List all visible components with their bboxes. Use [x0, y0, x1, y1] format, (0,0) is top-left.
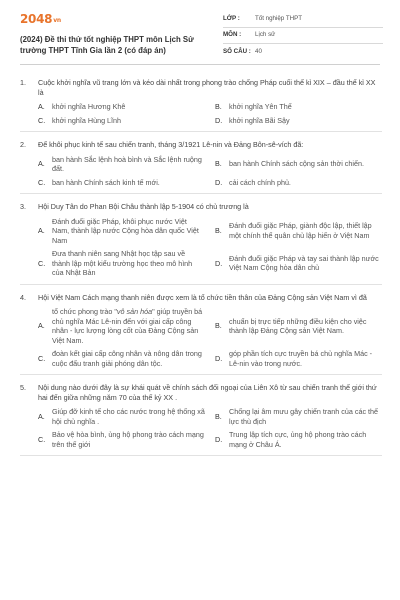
answer-option-d[interactable]: [215, 116, 382, 126]
answer-option-c[interactable]: [38, 178, 205, 188]
meta-row-class: [223, 12, 383, 28]
answer-options: [20, 217, 382, 278]
answer-option-b[interactable]: [215, 307, 382, 345]
answer-option-a[interactable]: [38, 407, 205, 426]
option-text: Đánh đuổi giặc Pháp, khôi phục nước Việt Nam, thành lập nước Cộng hòa dân quốc Việt Nam: [52, 216, 199, 245]
answer-option-c[interactable]: [38, 430, 205, 449]
question-item: [20, 202, 382, 285]
option-key: C.: [38, 353, 46, 363]
option-text: ban hành Sắc lệnh hoà bình và Sắc lệnh ruộng đất.: [52, 154, 202, 173]
meta-label: SỐ CÂU :: [223, 47, 251, 55]
answer-option-a[interactable]: [38, 102, 205, 112]
question-text: Để khôi phục kinh tế sau chiến tranh, tháng 3/1921 Lê-nin và Đảng Bôn-sê-vích đã:: [38, 140, 304, 149]
option-key: B.: [215, 102, 222, 111]
answer-option-c[interactable]: [38, 349, 205, 368]
question-number: 3.: [20, 202, 26, 211]
option-key: D.: [215, 115, 223, 125]
option-text: Bảo vệ hòa bình, ủng hộ phong trào cách mạng trên thế giới: [52, 430, 204, 449]
question-number: 5.: [20, 383, 26, 392]
question-number: 1.: [20, 78, 26, 87]
meta-info-box: [223, 12, 383, 60]
answer-option-b[interactable]: [215, 407, 382, 426]
answer-option-a[interactable]: [38, 217, 205, 246]
option-key: D.: [215, 434, 223, 444]
question-stem: [20, 202, 382, 212]
site-logo[interactable]: [20, 12, 61, 28]
answer-option-d[interactable]: [215, 349, 382, 368]
option-text: góp phần tích cực truyền bá chủ nghĩa Mác - Lê-nin vào trong nước.: [229, 349, 373, 368]
meta-value: Tốt nghiệp THPT: [255, 15, 303, 23]
option-text: ban hành Chính sách cộng sản thời chiến.: [229, 159, 364, 169]
question-number: 4.: [20, 292, 26, 302]
option-key: B.: [215, 321, 222, 331]
answer-option-a[interactable]: [38, 307, 205, 345]
option-key: C.: [38, 115, 46, 125]
header-divider: [20, 64, 380, 65]
question-number: 2.: [20, 140, 26, 149]
answer-option-b[interactable]: [215, 102, 382, 112]
option-text-emphasis: vô sản hóa: [116, 307, 153, 316]
question-stem: [20, 293, 382, 303]
meta-row-question-count: [223, 44, 383, 60]
question-list: [20, 78, 382, 464]
option-key: A.: [38, 159, 45, 169]
answer-options: [20, 155, 382, 188]
option-key: C.: [38, 177, 46, 187]
question-item: [20, 78, 382, 132]
logo-suffix: vn: [53, 17, 61, 24]
meta-label: LỚP :: [223, 15, 240, 23]
option-key: B.: [215, 159, 222, 169]
question-item: [20, 140, 382, 194]
option-text: khởi nghĩa Hương Khê: [52, 102, 126, 111]
option-key: C.: [38, 258, 46, 268]
answer-option-b[interactable]: [215, 155, 382, 174]
option-text: Đưa thanh niên sang Nhật học tập sau về thành lập một kiểu trường học theo mô hình của Nhật Bản: [52, 249, 193, 277]
option-text: Đánh đuổi giặc Pháp và tay sai thành lập nước Việt Nam Cộng hòa dân chủ: [229, 253, 379, 273]
question-item: [20, 383, 382, 456]
option-text-suffix: " giúp truyền bá chủ nghĩa Mác Lê-nin đến với giai cấp công nhân - lực lượng lòng cốt của Đảng Cộng sản Việt Nam.: [52, 307, 203, 345]
answer-option-a[interactable]: [38, 155, 205, 174]
question-text: Cuộc khởi nghĩa vũ trang lớn và kéo dài nhất trong phong trào chống Pháp cuối thế kỉ XIX – đầu thế kỉ XX là: [38, 78, 376, 97]
option-key: D.: [215, 258, 223, 268]
option-key: D.: [215, 177, 223, 187]
answer-options: [20, 102, 382, 125]
option-text: ban hành Chính sách kinh tế mới.: [52, 177, 160, 187]
document-title: (2024) Đề thi thử tốt nghiệp THPT môn Lịch Sử trường THPT Tĩnh Gia lần 2 (có đáp án): [20, 35, 194, 55]
option-key: B.: [215, 226, 222, 235]
option-text: cải cách chính phủ.: [229, 177, 291, 187]
option-text: Chống lại âm mưu gây chiến tranh của các thế lực thù địch: [229, 407, 379, 426]
answer-option-b[interactable]: [215, 217, 382, 246]
option-text: Giúp đỡ kinh tế cho các nước trong hệ thống xã hội chủ nghĩa .: [52, 407, 205, 426]
option-key: B.: [215, 411, 222, 421]
option-key: A.: [38, 321, 45, 331]
question-item: [20, 293, 382, 376]
option-text: đoàn kết giai cấp công nhân và nông dân trong cuộc đấu tranh giải phóng dân tộc.: [52, 349, 202, 368]
answer-option-d[interactable]: [215, 178, 382, 188]
answer-options: [20, 407, 382, 449]
question-text: Nội dung nào dưới đây là sự khái quát về chính sách đối ngoại của Liên Xô từ sau chiến tranh thế giới thứ hai đến giữa những năm 70 của thế kỷ XX .: [38, 383, 377, 402]
question-stem: [20, 78, 382, 97]
option-text: khởi nghĩa Yên Thế: [229, 102, 292, 111]
question-text: Hội Duy Tân do Phan Bội Châu thành lập 5-1904 có chủ trương là: [38, 202, 249, 211]
option-text: Đánh đuổi giặc Pháp, giành độc lập, thiết lập một chính thể quân chủ lập hiến ở Việt Nam: [229, 221, 372, 240]
option-text: [52, 307, 205, 345]
option-key: A.: [38, 102, 45, 111]
option-text-prefix: tổ chức phong trào ": [52, 307, 117, 316]
answer-option-d[interactable]: [215, 249, 382, 278]
answer-option-c[interactable]: [38, 249, 205, 278]
meta-label: MÔN :: [223, 31, 242, 39]
question-stem: [20, 383, 382, 402]
option-text: khởi nghĩa Bãi Sậy: [229, 115, 290, 125]
question-text: Hội Việt Nam Cách mạng thanh niên được xem là tổ chức tiền thân của Đảng Cộng sản Việt Nam vì đã: [38, 292, 367, 302]
option-key: A.: [38, 411, 45, 421]
meta-value: Lịch sử: [255, 31, 276, 39]
option-key: D.: [215, 353, 223, 363]
option-key: A.: [38, 226, 45, 235]
option-text: chuẩn bị trực tiếp những điều kiện cho việc thành lập Đảng Cộng sản Việt Nam.: [229, 316, 367, 335]
question-stem: [20, 140, 382, 150]
answer-option-c[interactable]: [38, 116, 205, 126]
meta-value: 40: [255, 47, 262, 55]
answer-options: [20, 307, 382, 368]
logo-brand: 2048: [20, 12, 53, 26]
option-key: C.: [38, 434, 46, 444]
option-text: khởi nghĩa Hùng Lĩnh: [52, 115, 122, 125]
option-text: Trung lập tích cực, ủng hộ phong trào cách mạng ở Châu Á.: [229, 430, 367, 449]
meta-row-subject: [223, 28, 383, 44]
answer-option-d[interactable]: [215, 430, 382, 449]
